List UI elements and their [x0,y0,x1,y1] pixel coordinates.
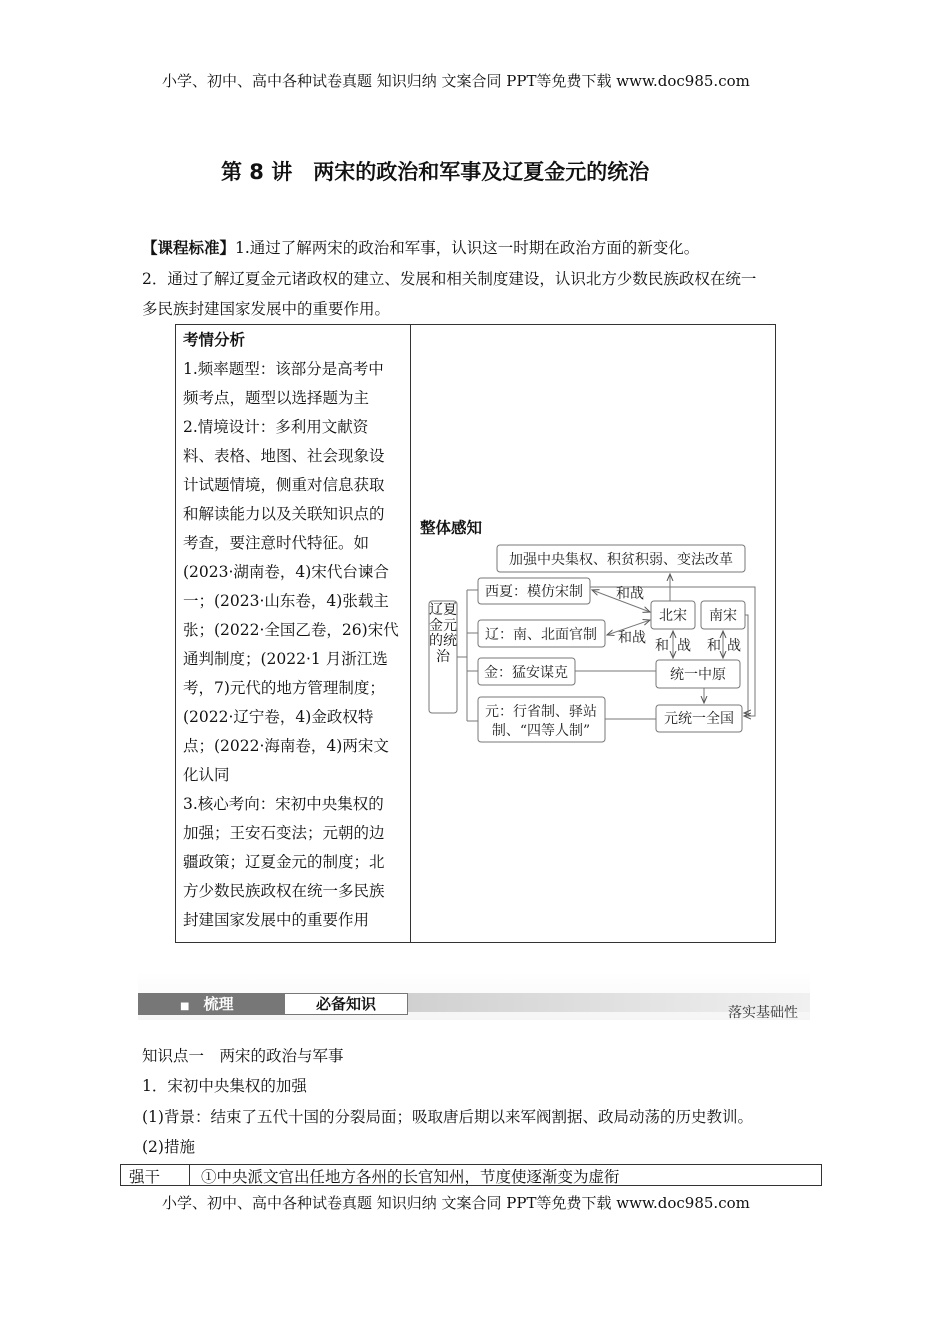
background-text: (1)背景：结束了五代十国的分裂局面；吸取唐后期以来军阀割据、政局动荡的历史教训。 [142,1108,753,1126]
analysis-line: 通判制度；(2022·1 月浙江选 [183,650,388,668]
zhan-label-2: 战 [727,638,741,654]
analysis-line: 一；(2023·山东卷，4)张载主 [183,592,389,610]
analysis-line: 计试题情境，侧重对信息获取 [183,476,385,494]
hezhan-label-1: 和战 [616,586,644,602]
knowledge-point-title: 知识点一 两宋的政治与军事 [142,1047,344,1065]
yuan-text2: 制、“四等人制” [491,723,591,739]
analysis-heading: 考情分析 [183,331,246,349]
analysis-line: 化认同 [183,766,230,784]
beisong-text: 北宋 [659,608,687,624]
subheading: 1．宋初中央集权的加强 [142,1077,307,1095]
tongyi-text: 统一中原 [670,667,726,683]
analysis-line: 考，7)元代的地方管理制度； [183,679,385,697]
he-label-2: 和 [707,638,721,654]
liao-text: 辽：南、北面官制 [485,627,597,643]
analysis-line: 2.情境设计：多利用文献资 [183,418,369,436]
analysis-line: 和解读能力以及关联知识点的 [183,505,385,523]
table-row-text: ①中央派文官出任地方各州的长官知州，节度使逐渐变为虚衔 [201,1168,620,1186]
standard-text2: 2．通过了解辽夏金元诸政权的建立、发展和相关制度建设，认识北方少数民族政权在统一 [142,270,757,288]
xixia-text: 西夏：模仿宋制 [485,584,583,600]
measures-text: (2)措施 [142,1138,195,1156]
standard-text3: 多民族封建国家发展中的重要作用。 [142,300,391,318]
he-label-1: 和 [655,638,669,654]
analysis-line: 加强；王安石变法；元朝的边 [183,824,385,842]
nansong-text: 南宋 [709,608,737,624]
banner-left-text: 梳理 [203,995,234,1013]
analysis-line: 料、表格、地图、社会现象设 [183,447,385,465]
standard-label: 【课程标准】 [142,239,236,257]
standard-text1: 1.通过了解两宋的政治和军事，认识这一时期在政治方面的新变化。 [235,239,700,257]
top-text: 加强中央集权、积贫积弱、变法改革 [509,552,733,568]
jin-text: 金：猛安谋克 [484,665,568,681]
table-divider [189,1165,190,1185]
banner-right: 落实基础性 [728,1005,798,1021]
zhan-label-1: 战 [677,638,691,654]
analysis-line: (2023·湖南卷，4)宋代台谏合 [183,563,389,581]
analysis-line: 1.频率题型：该部分是高考中 [183,360,384,378]
yuan-text1: 元：行省制、驿站 [485,704,597,720]
analysis-line: 3.核心考向：宋初中央集权的 [183,795,384,813]
page-title: 第 8 讲 两宋的政治和军事及辽夏金元的统治 [221,160,650,184]
banner-left: ■ 梳理 [138,993,284,1015]
banner-tab: 必备知识 [284,993,408,1015]
analysis-line: 疆政策；辽夏金元的制度；北 [183,853,385,871]
analysis-line: 考查，要注意时代特征。如 [183,534,370,552]
analysis-line: 张；(2022·全国乙卷，26)宋代 [183,621,399,639]
hezhan-label-2: 和战 [618,630,646,646]
overview-heading: 整体感知 [420,519,483,537]
section-banner [138,972,810,1020]
page-header: 小学、初中、高中各种试卷真题 知识归纳 文案合同 PPT等免费下载 www.doc985.com [162,72,750,90]
analysis-line: 频考点，题型以选择题为主 [183,389,370,407]
page-footer: 小学、初中、高中各种试卷真题 知识归纳 文案合同 PPT等免费下载 www.doc985.com [162,1194,750,1212]
table-row-label: 强干 [129,1168,161,1186]
yuanunify-text: 元统一全国 [664,711,734,727]
analysis-line: 方少数民族政权在统一多民族 [183,882,385,900]
analysis-line: 封建国家发展中的重要作用 [183,911,370,929]
root-text: 辽夏金元的统治 [429,602,457,665]
measures-table [120,1164,822,1186]
analysis-line: 点；(2022·海南卷，4)两宋文 [183,737,389,755]
analysis-line: (2022·辽宁卷，4)金政权特 [183,708,374,726]
